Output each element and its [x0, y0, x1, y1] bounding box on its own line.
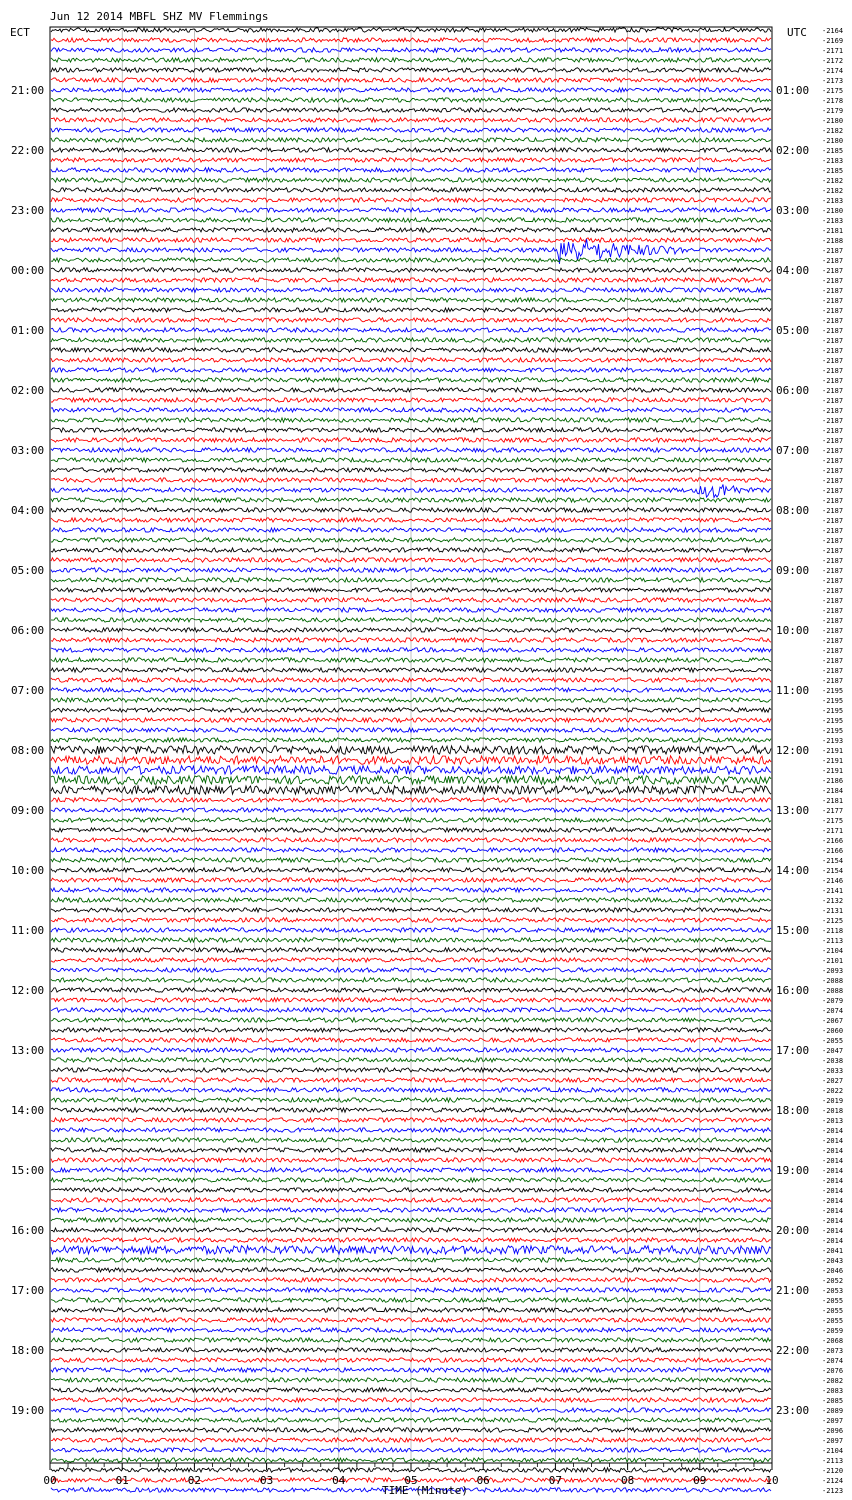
- trace-offset-label: -2187: [822, 427, 844, 435]
- trace-offset-label: -2022: [822, 1087, 844, 1095]
- trace-offset-label: -2182: [822, 177, 844, 185]
- ect-hour-label: 19:00: [11, 1404, 45, 1417]
- utc-hour-label: 09:00: [776, 564, 810, 577]
- ect-hour-label: 02:00: [11, 384, 45, 397]
- trace-offset-labels: [822, 27, 843, 1495]
- trace-offset-label: -2014: [822, 1127, 844, 1135]
- ect-hour-label: 13:00: [11, 1044, 45, 1057]
- trace-offset-label: -2187: [822, 387, 844, 395]
- ect-hour-label: 09:00: [11, 804, 45, 817]
- trace-offset-label: -2187: [822, 617, 844, 625]
- utc-hour-label: 11:00: [776, 684, 810, 697]
- trace-offset-label: -2055: [822, 1317, 844, 1325]
- trace-offset-label: -2187: [822, 507, 844, 515]
- trace-offset-label: -2188: [822, 237, 844, 245]
- trace-offset-label: -2187: [822, 637, 844, 645]
- trace-offset-label: -2171: [822, 47, 844, 55]
- ect-hour-label: 00:00: [11, 264, 45, 277]
- trace-offset-label: -2097: [822, 1417, 844, 1425]
- trace-offset-label: -2187: [822, 657, 844, 665]
- trace-offset-label: -2187: [822, 677, 844, 685]
- trace-offset-label: -2074: [822, 1007, 844, 1015]
- trace-offset-label: -2187: [822, 307, 844, 315]
- trace-offset-label: -2131: [822, 907, 844, 915]
- utc-hour-label: 18:00: [776, 1104, 810, 1117]
- x-tick-label: 00: [43, 1474, 57, 1487]
- trace-offset-label: -2187: [822, 277, 844, 285]
- trace-offset-label: -2187: [822, 367, 844, 375]
- trace-offset-label: -2191: [822, 747, 844, 755]
- ect-hour-label: 12:00: [11, 984, 45, 997]
- trace-offset-label: -2146: [822, 877, 844, 885]
- trace-offset-label: -2123: [822, 1487, 844, 1495]
- utc-hour-label: 15:00: [776, 924, 810, 937]
- trace-offset-label: -2060: [822, 1027, 844, 1035]
- trace-offset-label: -2185: [822, 167, 844, 175]
- trace-offset-label: -2096: [822, 1427, 844, 1435]
- trace-offset-label: -2014: [822, 1167, 844, 1175]
- utc-hour-label: 13:00: [776, 804, 810, 817]
- utc-hour-label: 05:00: [776, 324, 810, 337]
- trace-offset-label: -2187: [822, 517, 844, 525]
- trace-offset-label: -2169: [822, 37, 844, 45]
- trace-offset-label: -2187: [822, 547, 844, 555]
- x-tick-label: 09: [693, 1474, 707, 1487]
- trace-offset-label: -2182: [822, 127, 844, 135]
- trace-offset-label: -2088: [822, 987, 844, 995]
- x-tick-label: 10: [765, 1474, 779, 1487]
- trace-offset-label: -2178: [822, 97, 844, 105]
- trace-offset-label: -2183: [822, 197, 844, 205]
- trace-offset-label: -2083: [822, 1387, 844, 1395]
- trace-offset-label: -2187: [822, 647, 844, 655]
- trace-offset-label: -2193: [822, 737, 844, 745]
- utc-hour-label: 19:00: [776, 1164, 810, 1177]
- trace-offset-label: -2046: [822, 1267, 844, 1275]
- trace-offset-label: -2195: [822, 687, 844, 695]
- trace-offset-label: -2187: [822, 587, 844, 595]
- ect-hour-label: 03:00: [11, 444, 45, 457]
- trace-offset-label: -2141: [822, 887, 844, 895]
- trace-offset-label: -2187: [822, 357, 844, 365]
- trace-offset-label: -2187: [822, 437, 844, 445]
- trace-offset-label: -2097: [822, 1437, 844, 1445]
- trace-offset-label: -2019: [822, 1097, 844, 1105]
- trace-offset-label: -2187: [822, 497, 844, 505]
- ect-hour-label: 16:00: [11, 1224, 45, 1237]
- trace-offset-label: -2195: [822, 717, 844, 725]
- ect-hour-label: 06:00: [11, 624, 45, 637]
- trace-offset-label: -2038: [822, 1057, 844, 1065]
- trace-offset-label: -2175: [822, 87, 844, 95]
- utc-hour-label: 20:00: [776, 1224, 810, 1237]
- trace-offset-label: -2184: [822, 787, 844, 795]
- x-axis-label: TIME (Minute): [381, 1484, 469, 1497]
- trace-offset-label: -2187: [822, 597, 844, 605]
- trace-offset-label: -2059: [822, 1327, 844, 1335]
- trace-offset-label: -2166: [822, 847, 844, 855]
- trace-offset-label: -2041: [822, 1247, 844, 1255]
- trace-offset-label: -2055: [822, 1297, 844, 1305]
- utc-hour-label: 21:00: [776, 1284, 810, 1297]
- trace-offset-label: -2187: [822, 527, 844, 535]
- trace-offset-label: -2172: [822, 57, 844, 65]
- ect-hour-label: 22:00: [11, 144, 45, 157]
- trace-offset-label: -2014: [822, 1227, 844, 1235]
- trace-offset-label: -2187: [822, 317, 844, 325]
- ect-hour-label: 05:00: [11, 564, 45, 577]
- trace-offset-label: -2195: [822, 727, 844, 735]
- trace-offset-label: -2053: [822, 1287, 844, 1295]
- trace-offset-label: -2187: [822, 267, 844, 275]
- trace-offset-label: -2104: [822, 947, 844, 955]
- trace-offset-label: -2014: [822, 1137, 844, 1145]
- trace-offset-label: -2047: [822, 1047, 844, 1055]
- trace-offset-label: -2191: [822, 767, 844, 775]
- utc-hour-label: 06:00: [776, 384, 810, 397]
- trace-offset-label: -2014: [822, 1197, 844, 1205]
- utc-hour-label: 03:00: [776, 204, 810, 217]
- trace-offset-label: -2187: [822, 407, 844, 415]
- trace-offset-label: -2018: [822, 1107, 844, 1115]
- trace-offset-label: -2187: [822, 567, 844, 575]
- trace-offset-label: -2187: [822, 667, 844, 675]
- x-tick-label: 01: [115, 1474, 129, 1487]
- ect-hour-label: 07:00: [11, 684, 45, 697]
- ect-hour-label: 10:00: [11, 864, 45, 877]
- trace-offset-label: -2043: [822, 1257, 844, 1265]
- trace-offset-label: -2186: [822, 777, 844, 785]
- trace-offset-label: -2187: [822, 487, 844, 495]
- ect-hour-label: 14:00: [11, 1104, 45, 1117]
- x-tick-label: 02: [187, 1474, 202, 1487]
- trace-offset-label: -2093: [822, 967, 844, 975]
- trace-offset-label: -2187: [822, 417, 844, 425]
- trace-offset-label: -2181: [822, 227, 844, 235]
- trace-offset-label: -2187: [822, 557, 844, 565]
- trace-offset-label: -2191: [822, 757, 844, 765]
- trace-offset-label: -2055: [822, 1037, 844, 1045]
- trace-offset-label: -2164: [822, 27, 844, 35]
- trace-offset-label: -2183: [822, 157, 844, 165]
- trace-offset-label: -2187: [822, 397, 844, 405]
- trace-offset-label: -2187: [822, 297, 844, 305]
- x-tick-label: 08: [620, 1474, 635, 1487]
- trace-offset-label: -2187: [822, 537, 844, 545]
- trace-offset-label: -2014: [822, 1147, 844, 1155]
- utc-timezone-label: UTC: [787, 26, 807, 39]
- trace-offset-label: -2055: [822, 1307, 844, 1315]
- utc-hour-label: 01:00: [776, 84, 810, 97]
- trace-offset-label: -2195: [822, 697, 844, 705]
- trace-offset-label: -2068: [822, 1337, 844, 1345]
- trace-offset-label: -2120: [822, 1467, 844, 1475]
- ect-hour-label: 23:00: [11, 204, 45, 217]
- utc-hour-label: 08:00: [776, 504, 810, 517]
- x-tick-label: 07: [548, 1474, 563, 1487]
- trace-offset-label: -2187: [822, 247, 844, 255]
- trace-offset-label: -2052: [822, 1277, 844, 1285]
- trace-offset-label: -2082: [822, 1377, 844, 1385]
- trace-offset-label: -2177: [822, 807, 844, 815]
- trace-offset-label: -2113: [822, 1457, 844, 1465]
- trace-offset-label: -2187: [822, 467, 844, 475]
- ect-hour-label: 21:00: [11, 84, 45, 97]
- trace-offset-label: -2195: [822, 707, 844, 715]
- x-tick-label: 05: [404, 1474, 418, 1487]
- ect-hour-labels: [11, 84, 44, 1417]
- ect-hour-label: 04:00: [11, 504, 45, 517]
- utc-hour-label: 10:00: [776, 624, 810, 637]
- utc-hour-label: 17:00: [776, 1044, 810, 1057]
- trace-offset-label: -2079: [822, 997, 844, 1005]
- trace-offset-label: -2104: [822, 1447, 844, 1455]
- trace-offset-label: -2089: [822, 1407, 844, 1415]
- trace-offset-label: -2088: [822, 977, 844, 985]
- trace-offset-label: -2180: [822, 207, 844, 215]
- trace-offset-label: -2033: [822, 1067, 844, 1075]
- trace-offset-label: -2174: [822, 67, 844, 75]
- trace-offset-label: -2187: [822, 337, 844, 345]
- trace-offset-label: -2027: [822, 1077, 844, 1085]
- ect-hour-label: 11:00: [11, 924, 45, 937]
- trace-offset-label: -2067: [822, 1017, 844, 1025]
- trace-offset-label: -2171: [822, 827, 844, 835]
- utc-hour-labels: [776, 84, 809, 1417]
- utc-hour-label: 12:00: [776, 744, 810, 757]
- trace-offset-label: -2180: [822, 137, 844, 145]
- trace-offset-label: -2185: [822, 147, 844, 155]
- utc-hour-label: 14:00: [776, 864, 810, 877]
- trace-offset-label: -2175: [822, 817, 844, 825]
- ect-hour-label: 15:00: [11, 1164, 45, 1177]
- trace-offset-label: -2132: [822, 897, 844, 905]
- trace-offset-label: -2187: [822, 327, 844, 335]
- trace-offset-label: -2014: [822, 1217, 844, 1225]
- trace-offset-label: -2154: [822, 867, 844, 875]
- trace-offset-label: -2113: [822, 937, 844, 945]
- ect-timezone-label: ECT: [10, 26, 30, 39]
- trace-offset-label: -2187: [822, 287, 844, 295]
- trace-offset-label: -2014: [822, 1187, 844, 1195]
- ect-hour-label: 08:00: [11, 744, 45, 757]
- ect-hour-label: 01:00: [11, 324, 45, 337]
- trace-offset-label: -2187: [822, 447, 844, 455]
- utc-hour-label: 22:00: [776, 1344, 810, 1357]
- trace-offset-label: -2173: [822, 77, 844, 85]
- x-tick-label: 06: [476, 1474, 490, 1487]
- utc-hour-label: 23:00: [776, 1404, 810, 1417]
- utc-hour-label: 04:00: [776, 264, 810, 277]
- trace-offset-label: -2014: [822, 1237, 844, 1245]
- trace-offset-label: -2014: [822, 1207, 844, 1215]
- trace-offset-label: -2074: [822, 1357, 844, 1365]
- utc-hour-label: 02:00: [776, 144, 810, 157]
- trace-offset-label: -2179: [822, 107, 844, 115]
- trace-offset-label: -2187: [822, 347, 844, 355]
- trace-offset-label: -2187: [822, 627, 844, 635]
- trace-offset-label: -2187: [822, 607, 844, 615]
- trace-offset-label: -2014: [822, 1177, 844, 1185]
- trace-offset-label: -2014: [822, 1157, 844, 1165]
- trace-offset-label: -2125: [822, 917, 844, 925]
- trace-offset-label: -2187: [822, 577, 844, 585]
- chart-title: Jun 12 2014 MBFL SHZ MV Flemmings: [50, 10, 269, 23]
- trace-offset-label: -2013: [822, 1117, 844, 1125]
- trace-offset-label: -2073: [822, 1347, 844, 1355]
- trace-offset-label: -2187: [822, 377, 844, 385]
- trace-offset-label: -2187: [822, 257, 844, 265]
- trace-offset-label: -2101: [822, 957, 844, 965]
- utc-hour-label: 16:00: [776, 984, 810, 997]
- trace-offset-label: -2166: [822, 837, 844, 845]
- trace-offset-label: -2118: [822, 927, 844, 935]
- trace-offset-label: -2183: [822, 217, 844, 225]
- trace-offset-label: -2182: [822, 187, 844, 195]
- utc-hour-label: 07:00: [776, 444, 810, 457]
- ect-hour-label: 17:00: [11, 1284, 45, 1297]
- trace-offset-label: -2180: [822, 117, 844, 125]
- trace-offset-label: -2154: [822, 857, 844, 865]
- ect-hour-label: 18:00: [11, 1344, 45, 1357]
- trace-offset-label: -2085: [822, 1397, 844, 1405]
- x-tick-label: 03: [259, 1474, 274, 1487]
- trace-offset-label: -2187: [822, 457, 844, 465]
- trace-offset-label: -2181: [822, 797, 844, 805]
- trace-offset-label: -2124: [822, 1477, 844, 1485]
- x-tick-label: 04: [332, 1474, 346, 1487]
- trace-offset-label: -2187: [822, 477, 844, 485]
- minute-gridlines: [122, 27, 700, 1463]
- trace-offset-label: -2076: [822, 1367, 844, 1375]
